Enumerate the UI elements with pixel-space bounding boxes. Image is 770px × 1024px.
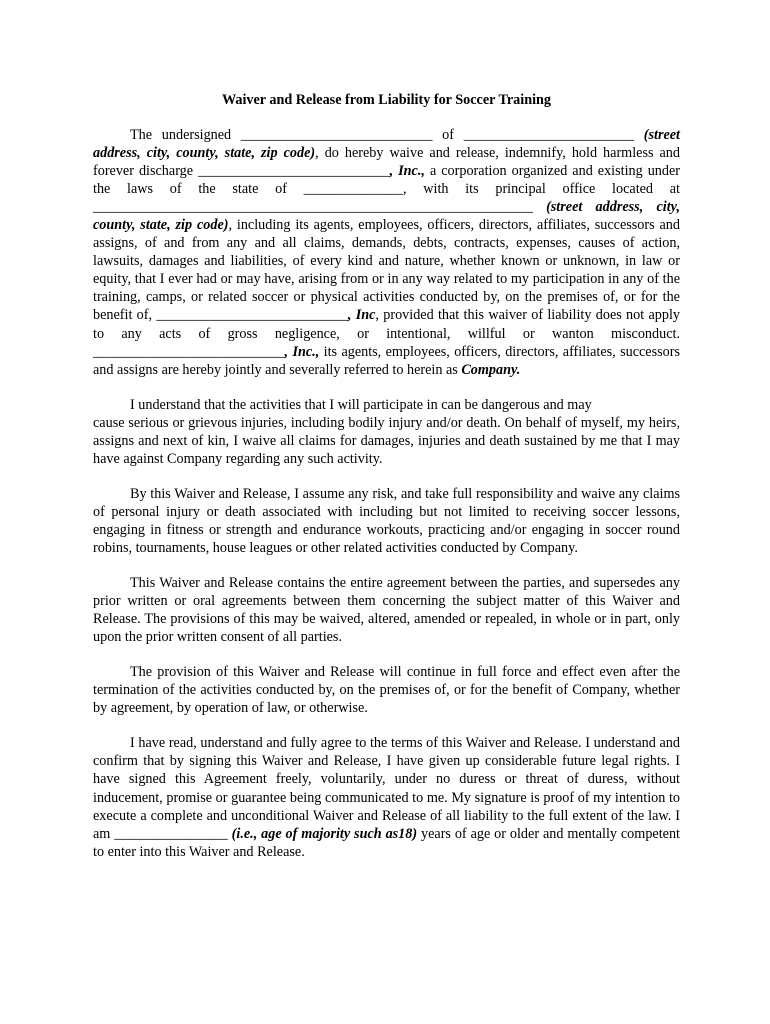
- age-of-majority-label: (i.e., age of majority such as18): [231, 825, 418, 842]
- document-title: Waiver and Release from Liability for Soccer Training: [221, 92, 552, 108]
- corporation-text: a corporation organized and existing under the laws of the state of ______________, with its principal office located at ______________________________________________________________: [93, 163, 681, 216]
- company-term: Company.: [461, 361, 521, 378]
- paragraph-acknowledgement: [93, 734, 680, 860]
- paragraph-entire-agreement: This Waiver and Release contains the entire agreement between the parties, and supersedes any prior written or oral agreements between them concerning the subject matter of this Waiver and Release. The provisions of this may be waived, altered, amended or repealed, in whole or in part, only upon the prior written consent of all parties.: [93, 575, 680, 646]
- discharge-text: , do hereby waive and release, indemnify, hold harmless and forever discharge ___________________________: [93, 145, 680, 180]
- office-address-placeholder-label: (street address, city, county, state, zip code): [93, 199, 680, 234]
- inc-label: , Inc.,: [389, 163, 425, 180]
- document-page: [93, 91, 680, 878]
- claims-text: , including its agents, employees, officers, directors, affiliates, successors and assigns, of and from any and all claims, demands, debts, contracts, expenses, causes of action, lawsuits, damages and liabilities, of every kind and nature, whether known or unknown, in law or equity, that I ever had or may have, arising from or in any way related to my participation in any of the training, camps, or related soccer or physical activities conducted by, on the premises of, or for the benefit of, ___________________________: [93, 217, 680, 324]
- address-placeholder-label: (street address, city, county, state, zip code): [93, 127, 680, 162]
- risk-rest-text: cause serious or grievous injuries, including bodily injury and/or death. On behalf of myself, my heirs, assigns and next of kin, I waive all claims for damages, injuries and death sustained by me that I may have against Company regarding any such activity.: [93, 414, 680, 467]
- competence-text: years of age or older and mentally competent to enter into this Waiver and Release.: [93, 825, 680, 860]
- undersigned-text: The undersigned ___________________________ of ________________________: [130, 127, 634, 143]
- company-definition-text: its agents, employees, officers, directors, affiliates, successors and assigns are hereby jointly and severally referred to herein as: [93, 343, 680, 378]
- paragraph-assume-risk: By this Waiver and Release, I assume any risk, and take full responsibility and waive any claims of personal injury or death associated with including but not limited to receiving soccer lessons, engaging in fitness or strength and endurance workouts, practicing and/or engaging in soccer round robins, tournaments, house leagues or other related activities conducted by Company.: [93, 485, 680, 556]
- paragraph-parties: [93, 126, 680, 379]
- negligence-text: , provided that this waiver of liability does not apply to any acts of gross negligence, or intentional, willful or wanton misconduct. ___________________________: [93, 307, 680, 360]
- paragraph-risk-understanding: [93, 396, 680, 468]
- risk-first-line: I understand that the activities that I will participate in can be dangerous and may: [130, 396, 592, 413]
- inc-label: , Inc: [347, 307, 376, 324]
- acknowledgement-text: I have read, understand and fully agree to the terms of this Waiver and Release. I understand and confirm that by signing this Waiver and Release, I have given up considerable future legal rights. I have signed this Agreement freely, voluntarily, under no duress or threat of duress, without inducement, promise or guarantee being communicated to me. My signature is proof of my intention to execute a complete and unconditional Waiver and Release of all liability to the full extent of the law. I am ________________: [93, 735, 680, 842]
- paragraph-continuation: The provision of this Waiver and Release will continue in full force and effect even after the termination of the activities conducted by, on the premises of, or for the benefit of Company, whether by agreement, by operation of law, or otherwise.: [93, 664, 680, 717]
- inc-label: , Inc.,: [284, 343, 320, 360]
